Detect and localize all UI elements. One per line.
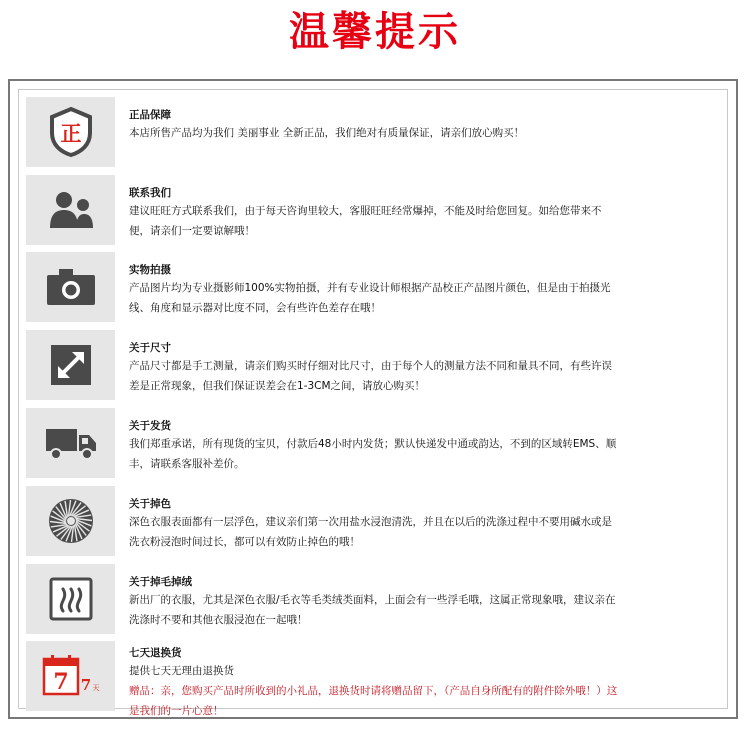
item-heading: 联系我们 — [129, 187, 171, 199]
notice-item-fading — [26, 486, 722, 558]
genuine-shield-icon — [26, 97, 115, 167]
item-heading: 关于掉色 — [129, 498, 171, 510]
item-line: 线、角度和显示器对比度不同，会有些许色差存在哦！ — [129, 302, 381, 314]
item-heading: 关于掉毛掉绒 — [129, 576, 192, 588]
gift-note-line: 赠品：亲，您购买产品时所收到的小礼品，退换货时请将赠品留下，（产品自身所配有的附件除外哦！）这 — [129, 685, 618, 697]
notice-frame — [8, 79, 738, 719]
page-title: 温馨提示 — [289, 9, 461, 55]
item-heading: 关于发货 — [129, 420, 171, 432]
notice-item-size — [26, 330, 722, 402]
item-line: 建议旺旺方式联系我们，由于每天咨询里较大，客服旺旺经常爆掉，不能及时给您回复。如给您带来不 — [129, 205, 602, 217]
delivery-truck-icon — [26, 408, 115, 478]
notice-list — [18, 89, 728, 717]
item-line: 产品图片均为专业摄影师100%实物拍摄，并有专业设计师根据产品校正产品图片颜色，但是由于拍摄光 — [129, 282, 611, 294]
item-line: 产品尺寸都是手工测量，请亲们购买时仔细对比尺寸，由于每个人的测量方法不同和量具不同，有些许误 — [129, 360, 612, 372]
camera-icon — [26, 252, 115, 322]
item-heading: 实物拍摄 — [129, 264, 171, 276]
contact-people-icon — [26, 175, 115, 245]
item-line: 丰，请联系客服补差价。 — [129, 458, 245, 470]
shield-char: 正 — [60, 122, 81, 146]
item-line: 提供七天无理由退换货 — [129, 665, 234, 677]
seven-day-calendar-icon — [26, 641, 115, 711]
calendar-day-char: 天 — [92, 684, 99, 692]
notice-item-shipping — [26, 408, 722, 480]
calendar-digit-small: 7 — [80, 676, 91, 694]
item-line: 洗衣粉浸泡时间过长，都可以有效防止掉色的哦！ — [129, 536, 360, 548]
notice-item-contact — [26, 175, 722, 247]
item-line: 洗涤时不要和其他衣服浸泡在一起哦！ — [129, 614, 308, 626]
item-heading: 七天退换货 — [129, 647, 182, 659]
gift-note-line: 是我们的一片心意！ — [129, 705, 224, 717]
item-line: 差是正常现象，但我们保证误差会在1-3CM之间，请放心购买！ — [129, 380, 426, 392]
item-line: 新出厂的衣服，尤其是深色衣服/毛衣等毛类绒类面料，上面会有一些浮毛哦，这属正常现象哦，建议亲在 — [129, 594, 616, 606]
notice-item-lint — [26, 564, 722, 636]
calendar-digit: 7 — [52, 669, 69, 695]
notice-item-genuine — [26, 97, 722, 169]
resize-arrow-icon — [26, 330, 115, 400]
item-line: 本店所售产品均为我们 美丽事业 全新正品，我们绝对有质量保证，请亲们放心购买！ — [129, 127, 525, 139]
item-line: 深色衣服表面都有一层浮色，建议亲们第一次用盐水浸泡清洗，并且在以后的洗涤过程中不要用碱水或是 — [129, 516, 612, 528]
notice-item-photo — [26, 252, 722, 324]
lint-wave-icon — [26, 564, 115, 634]
item-heading: 正品保障 — [129, 109, 171, 121]
fading-burst-icon — [26, 486, 115, 556]
item-line: 我们郑重承诺，所有现货的宝贝，付款后48小时内发货；默认快递发中通或韵达，不到的区域转EMS、顺 — [129, 438, 617, 450]
item-line: 便，请亲们一定要谅解哦！ — [129, 225, 255, 237]
item-heading: 关于尺寸 — [129, 342, 171, 354]
notice-item-return — [26, 641, 722, 717]
